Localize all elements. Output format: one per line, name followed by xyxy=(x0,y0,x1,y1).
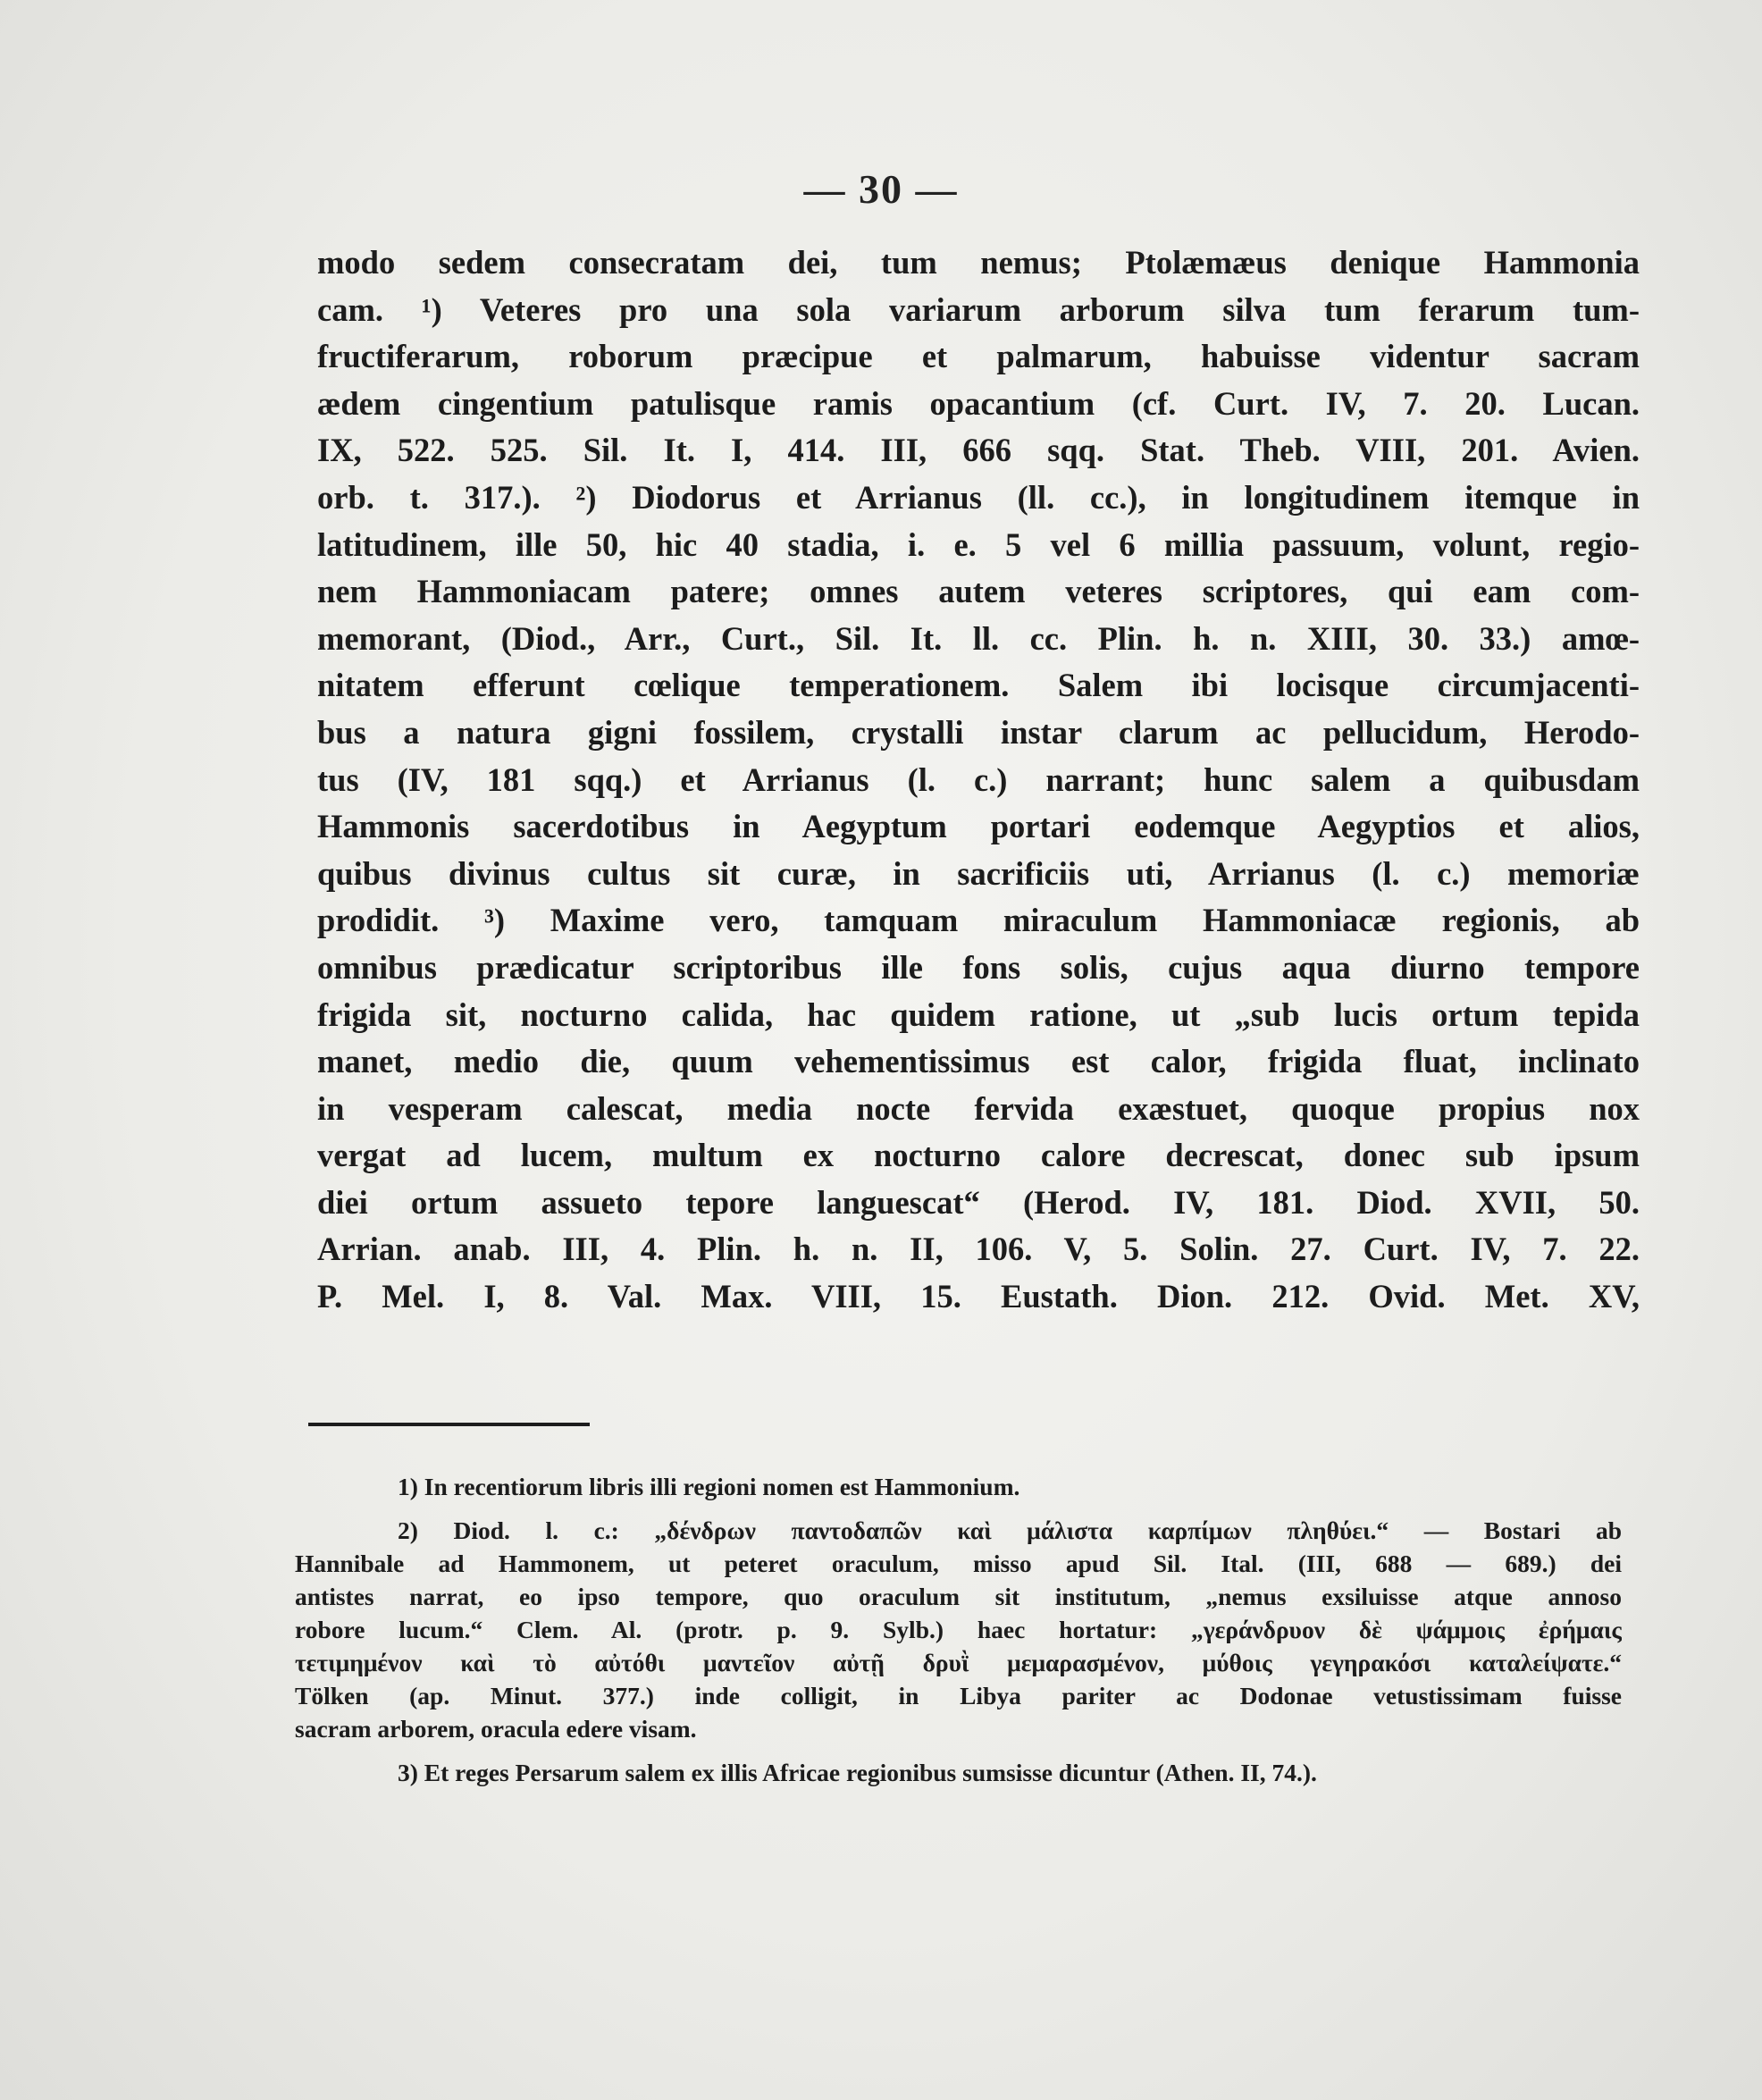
text-line: vergat ad lucem, multum ex nocturno calore decrescat, donec sub ipsum xyxy=(317,1137,1640,1174)
text-line: Arrian. anab. III, 4. Plin. h. n. II, 106. V, 5. Solin. 27. Curt. IV, 7. 22. xyxy=(317,1231,1640,1268)
text-line: fructiferarum, roborum præcipue et palmarum, habuisse videntur sacram xyxy=(317,338,1640,375)
text-line: bus a natura gigni fossilem, crystalli instar clarum ac pellucidum, Herodo- xyxy=(317,713,1640,751)
text-line: memorant, (Diod., Arr., Curt., Sil. It. ll. cc. Plin. h. n. XIII, 30. 33.) amœ- xyxy=(317,619,1640,657)
page-number: — 30 — xyxy=(803,166,959,212)
footnote-line: sacram arborem, oracula edere visam. xyxy=(295,1715,697,1743)
footnote-line: 1) In recentiorum libris illi regioni nomen est Hammonium. xyxy=(398,1473,1020,1500)
footnote-1 xyxy=(295,1470,1622,1503)
footnote-line: τετιμημένον καὶ τὸ αὐτόθι μαντεῖον αὐτῇ δρυῒ μεμαρασμένον, μύθοις γεγηρακόσι καταλείψατε.“ xyxy=(295,1649,1622,1676)
text-line: nem Hammoniacam patere; omnes autem veteres scriptores, qui eam com- xyxy=(317,573,1640,610)
footnote-line: antistes narrat, eo ipso tempore, quo oraculum sit institutum, „nemus exsiluisse atque annoso xyxy=(295,1583,1622,1610)
footnote-line: Hannibale ad Hammonem, ut peteret oraculum, misso apud Sil. Ital. (III, 688 — 689.) dei xyxy=(295,1550,1622,1577)
footnote-2 xyxy=(295,1514,1622,1745)
footnote-3 xyxy=(295,1756,1622,1789)
footnotes-block xyxy=(295,1470,1622,1789)
text-line: in vesperam calescat, media nocte fervida exæstuet, quoque propius nox xyxy=(317,1089,1640,1127)
text-line: tus (IV, 181 sqq.) et Arrianus (l. c.) narrant; hunc salem a quibusdam xyxy=(317,760,1640,798)
text-line: cam. ¹) Veteres pro una sola variarum arborum silva tum ferarum tum- xyxy=(317,290,1640,328)
footnote-line: 3) Et reges Persarum salem ex illis Africae regionibus sumsisse dicuntur (Athen. II, 74.). xyxy=(398,1759,1317,1786)
text-line: frigida sit, nocturno calida, hac quidem ratione, ut „sub lucis ortum tepida xyxy=(317,995,1640,1033)
text-line: omnibus prædicatur scriptoribus ille fons solis, cujus aqua diurno tempore xyxy=(317,948,1640,986)
text-line: P. Mel. I, 8. Val. Max. VIII, 15. Eustath. Dion. 212. Ovid. Met. XV, xyxy=(317,1278,1640,1315)
footnote-line: robore lucum.“ Clem. Al. (protr. p. 9. Sylb.) haec hortatur: „γεράνδρυον δὲ ψάμμοις ἐρήμαις xyxy=(295,1616,1622,1643)
text-line: ædem cingentium patulisque ramis opacantium (cf. Curt. IV, 7. 20. Lucan. xyxy=(317,384,1640,422)
text-line: quibus divinus cultus sit curæ, in sacrificiis uti, Arrianus (l. c.) memoriæ xyxy=(317,854,1640,892)
footnote-separator-rule xyxy=(308,1423,590,1426)
text-line: nitatem efferunt cœlique temperationem. Salem ibi locisque circumjacenti- xyxy=(317,667,1640,704)
text-line: orb. t. 317.). ²) Diodorus et Arrianus (ll. cc.), in longitudinem itemque in xyxy=(317,478,1640,516)
text-line: diei ortum assueto tepore languescat“ (Herod. IV, 181. Diod. XVII, 50. xyxy=(317,1183,1640,1221)
main-text-block xyxy=(317,239,1640,1321)
footnote-line: 2) Diod. l. c.: „δένδρων παντοδαπῶν καὶ μάλιστα καρπίμων πληθύει.“ — Bostari ab xyxy=(398,1516,1622,1544)
text-line: IX, 522. 525. Sil. It. I, 414. III, 666 sqq. Stat. Theb. VIII, 201. Avien. xyxy=(317,432,1640,469)
text-line: prodidit. ³) Maxime vero, tamquam miraculum Hammoniacæ regionis, ab xyxy=(317,902,1640,939)
text-line: latitudinem, ille 50, hic 40 stadia, i. e. 5 vel 6 millia passuum, volunt, regio- xyxy=(317,525,1640,563)
text-line: Hammonis sacerdotibus in Aegyptum portari eodemque Aegyptios et alios, xyxy=(317,808,1640,845)
text-line: manet, medio die, quum vehementissimus est calor, frigida fluat, inclinato xyxy=(317,1043,1640,1080)
footnote-line: Tölken (ap. Minut. 377.) inde colligit, in Libya pariter ac Dodonae vetustissimam fuisse xyxy=(295,1682,1622,1709)
text-line: modo sedem consecratam dei, tum nemus; Ptolæmæus denique Hammonia xyxy=(317,244,1640,281)
